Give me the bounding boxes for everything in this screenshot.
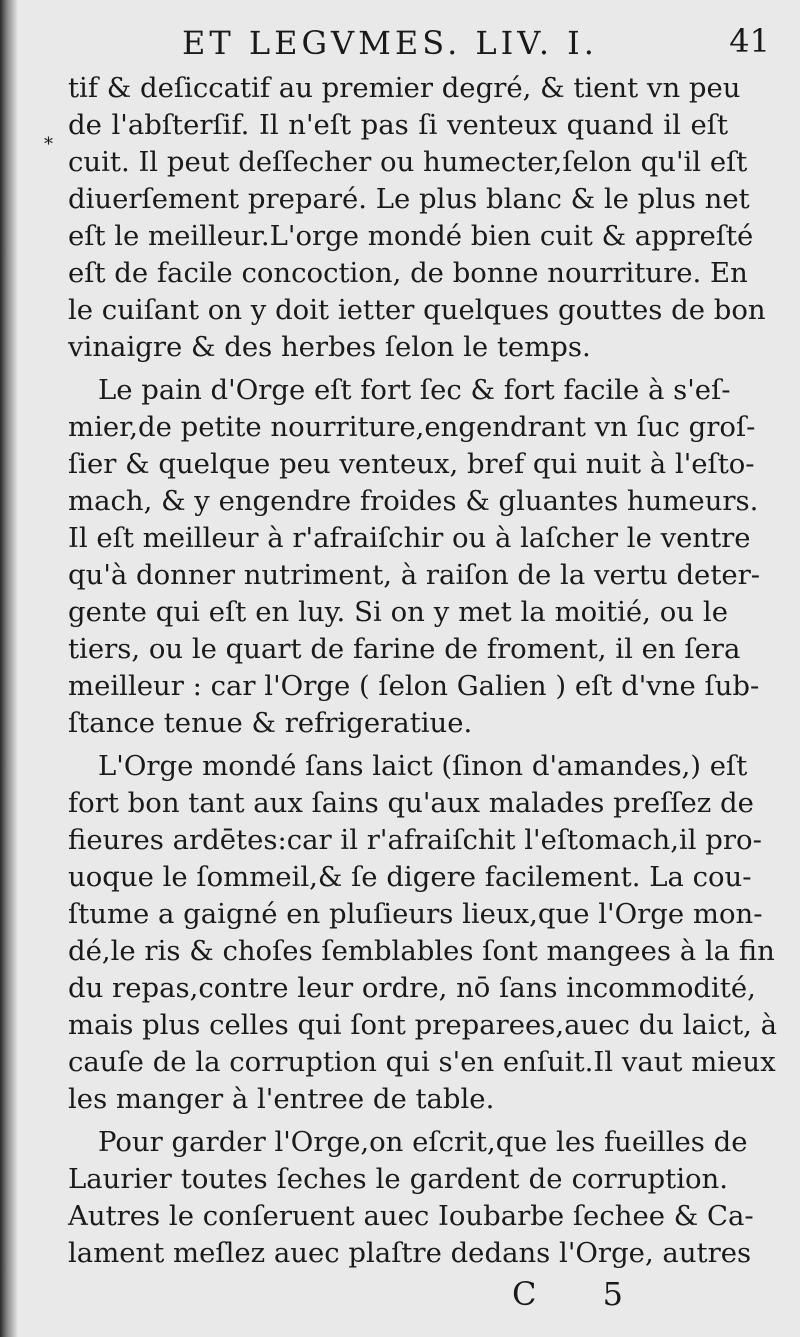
text-line: du repas,contre leur ordre, nō ſans incommodité, <box>68 972 756 1004</box>
text-line: tif & deſiccatif au premier degré, & tient vn peu <box>68 72 741 104</box>
text-line: ſtume a gaigné en pluſieurs lieux,que l'Orge mon- <box>68 898 763 930</box>
text-line: les manger à l'entree de table. <box>68 1083 495 1115</box>
text-line: Le pain d'Orge eſt fort ſec & fort facile à s'eſ- <box>98 374 731 406</box>
text-line: Autres le conſeruent auec Ioubarbe ſechee & Ca- <box>68 1200 754 1232</box>
text-line: vinaigre & des herbes ſelon le temps. <box>68 331 591 363</box>
text-line: dé,le ris & choſes ſemblables ſont mangees à la fin <box>68 935 775 967</box>
text-line: cuit. Il peut deſſecher ou humecter,ſelon qu'il eſt <box>68 146 748 178</box>
text-line: mach, & y engendre froides & gluantes humeurs. <box>68 485 759 517</box>
body-text <box>68 70 778 1272</box>
text-line: tiers, ou le quart de farine de froment, il en ſera <box>68 633 741 665</box>
text-line: Laurier toutes ſeches le gardent de corruption. <box>68 1163 728 1195</box>
margin-mark: * <box>44 134 53 155</box>
text-line: ſier & quelque peu venteux, bref qui nuit à l'eſto- <box>68 448 755 480</box>
text-line: eſt le meilleur.L'orge mondé bien cuit & appreſté <box>68 220 754 252</box>
text-line: gente qui eſt en luy. Si on y met la moitié, ou le <box>68 596 728 628</box>
text-line: fort bon tant aux ſains qu'aux malades preſſez de <box>68 787 754 819</box>
text-line: cauſe de la corruption qui s'en enſuit.Il vaut mieux <box>68 1046 776 1078</box>
text-line: uoque le ſommeil,& ſe digere facilement. La cou- <box>68 861 752 893</box>
text-line: de l'abſterſif. Il n'eſt pas ſi venteux quand il eſt <box>68 109 728 141</box>
text-line: meilleur : car l'Orge ( ſelon Galien ) eſt d'vne ſub- <box>68 670 760 702</box>
running-title: ET LEGVMES. LIV. I. <box>182 24 598 62</box>
text-line: Il eſt meilleur à r'afraiſchir ou à laſcher le ventre <box>68 522 751 554</box>
paragraph <box>68 1124 754 1272</box>
text-line: diuerſement preparé. Le plus blanc & le plus net <box>68 183 750 215</box>
text-line: fieures ardētes:car il r'afraiſchit l'eſtomach,il pro- <box>68 824 762 856</box>
text-line: ſtance tenue & refrigeratiue. <box>68 707 473 739</box>
text-line: qu'à donner nutriment, à raiſon de la vertu deter- <box>68 559 761 591</box>
paragraph <box>68 372 761 742</box>
text-line: lament meſlez auec plaſtre dedans l'Orge, autres <box>68 1237 752 1269</box>
text-line: L'Orge mondé ſans laict (ſinon d'amandes,) eſt <box>98 750 748 782</box>
signature-mark: C 5 <box>512 1275 652 1313</box>
text-line: Pour garder l'Orge,on eſcrit,que les fueilles de <box>98 1126 748 1158</box>
text-line: mais plus celles qui ſont preparees,auec du laict, à <box>68 1009 778 1041</box>
text-line: le cuiſant on y doit ietter quelques gouttes de bon <box>68 294 766 326</box>
paragraph <box>68 748 778 1118</box>
page-number: 41 <box>729 22 770 60</box>
text-line: mier,de petite nourriture,engendrant vn ſuc groſ- <box>68 411 756 443</box>
page-header <box>70 18 770 68</box>
text-line: eſt de facile concoction, de bonne nourriture. En <box>68 257 748 289</box>
paragraph <box>68 70 766 366</box>
